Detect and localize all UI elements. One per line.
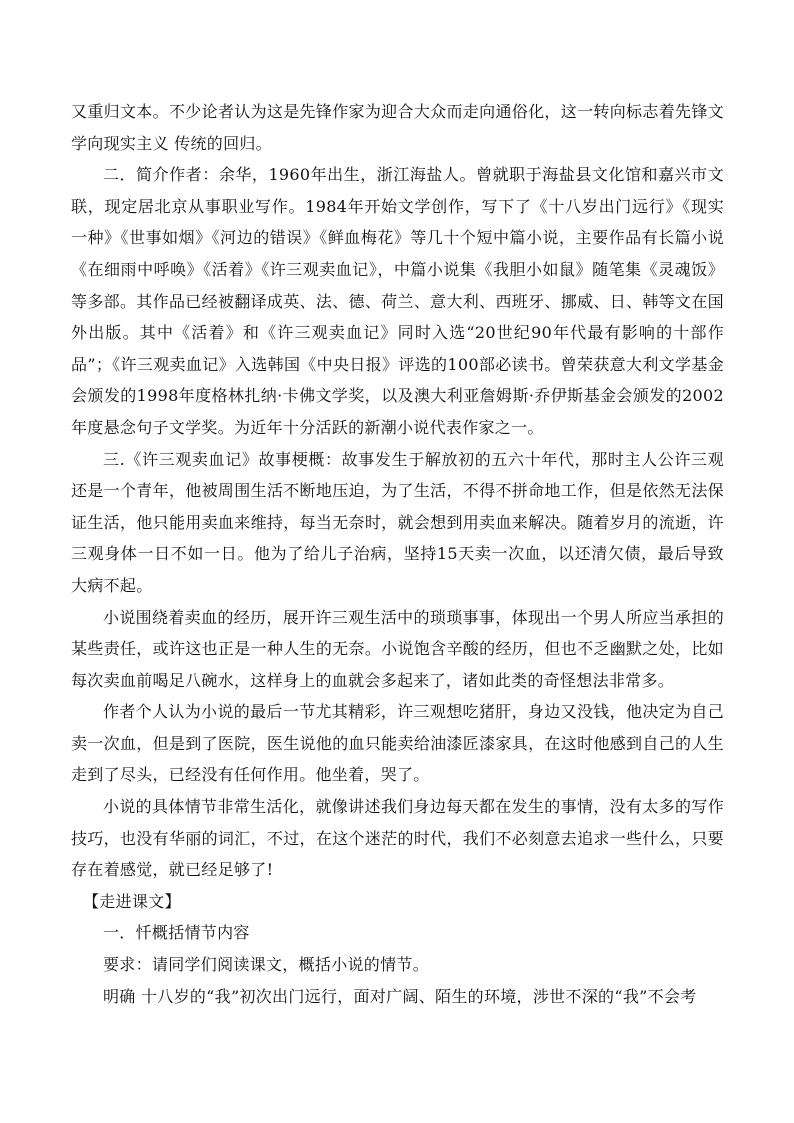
sub-heading: 一．忏概括情节内容 bbox=[103, 923, 250, 943]
paragraph-novel-themes: 小说围绕着卖血的经历，展开许三观生活中的琐琐事事，体现出一个男人所应当承担的某些责任，或许这也正是一种人生的无奈。小说饱含辛酸的经历，但也不乏幽默之处，比如每次卖血前喝足八碗水，这样身上的血就会多起来了，诸如此类的奇怪想法非常多。 bbox=[71, 607, 724, 690]
paragraph-author-intro: 二．简介作者：余华，1960年出生，浙江海盐人。曾就职于海盐县文化馆和嘉兴市文联，现定居北京从事职业写作。1984年开始文学创作，写下了《十八岁出门远行》《现实一种》《世事如烟》《河边的错误》《鲜血梅花》等几十个短中篇小说，主要作品有长篇小说《在细雨中呼唤》《活着》《许三观卖血记》，中篇小说集《我胆小如鼠》随笔集《灵魂饭》等多部。其作品已经被翻译成英、法、德、荷兰、意大利、西班牙、挪威、日、韩等文在国外出版。其中《活着》和《许三观卖血记》同时入选“20世纪90年代最有影响的十部作品”；《许三观卖血记》入选韩国《中央日报》评选的100部必读书。曾荣获意大利文学基金会颁发的1998年度格林扎纳·卡佛文学奖，以及澳大利亚詹姆斯·乔伊斯基金会颁发的2002年度悬念句子文学奖。为近年十分活跃的新潮小说代表作家之一。 bbox=[71, 165, 724, 437]
paragraph-final-chapter: 作者个人认为小说的最后一节尤其精彩，许三观想吃猪肝，身边又没钱，他决定为自己卖一次血，但是到了医院，医生说他的血只能卖给油漆匠漆家具，在这时他感到自己的人生走到了尽头，已经没有任何作用。他坐着，哭了。 bbox=[71, 702, 724, 785]
paragraph-intro-continuation: 又重归文本。不少论者认为这是先锋作家为迎合大众而走向通俗化，这一转向标志着先锋文学向现实主义 传统的回归。 bbox=[71, 102, 724, 153]
document-body bbox=[71, 96, 724, 1012]
section-heading: 【走进课文】 bbox=[83, 891, 181, 911]
paragraph-story-summary: 三.《许三观卖血记》故事梗概：故事发生于解放初的五六十年代，那时主人公许三观还是一个青年，他被周围生活不断地压迫，为了生活，不得不拼命地工作，但是依然无法保证生活，他只能用卖血来维持，每当无奈时，就会想到用卖血来解决。随着岁月的流逝，许三观身体一日不如一日。他为了给儿子治病，坚持15天卖一次血，以还清欠债，最后导致大病不起。 bbox=[71, 449, 724, 595]
paragraph-conclusion: 小说的具体情节非常生活化，就像讲述我们身边每天都在发生的事情，没有太多的写作技巧，也没有华丽的词汇，不过，在这个迷茫的时代，我们不必刻意去追求一些什么，只要存在着感觉，就已经足够了! bbox=[71, 797, 724, 880]
requirement-text: 要求：请同学们阅读课文，概括小说的情节。 bbox=[103, 955, 430, 975]
answer-text: 明确 十八岁的“我”初次出门远行，面对广阔、陌生的环境，涉世不深的“我”不会考 bbox=[103, 986, 697, 1006]
